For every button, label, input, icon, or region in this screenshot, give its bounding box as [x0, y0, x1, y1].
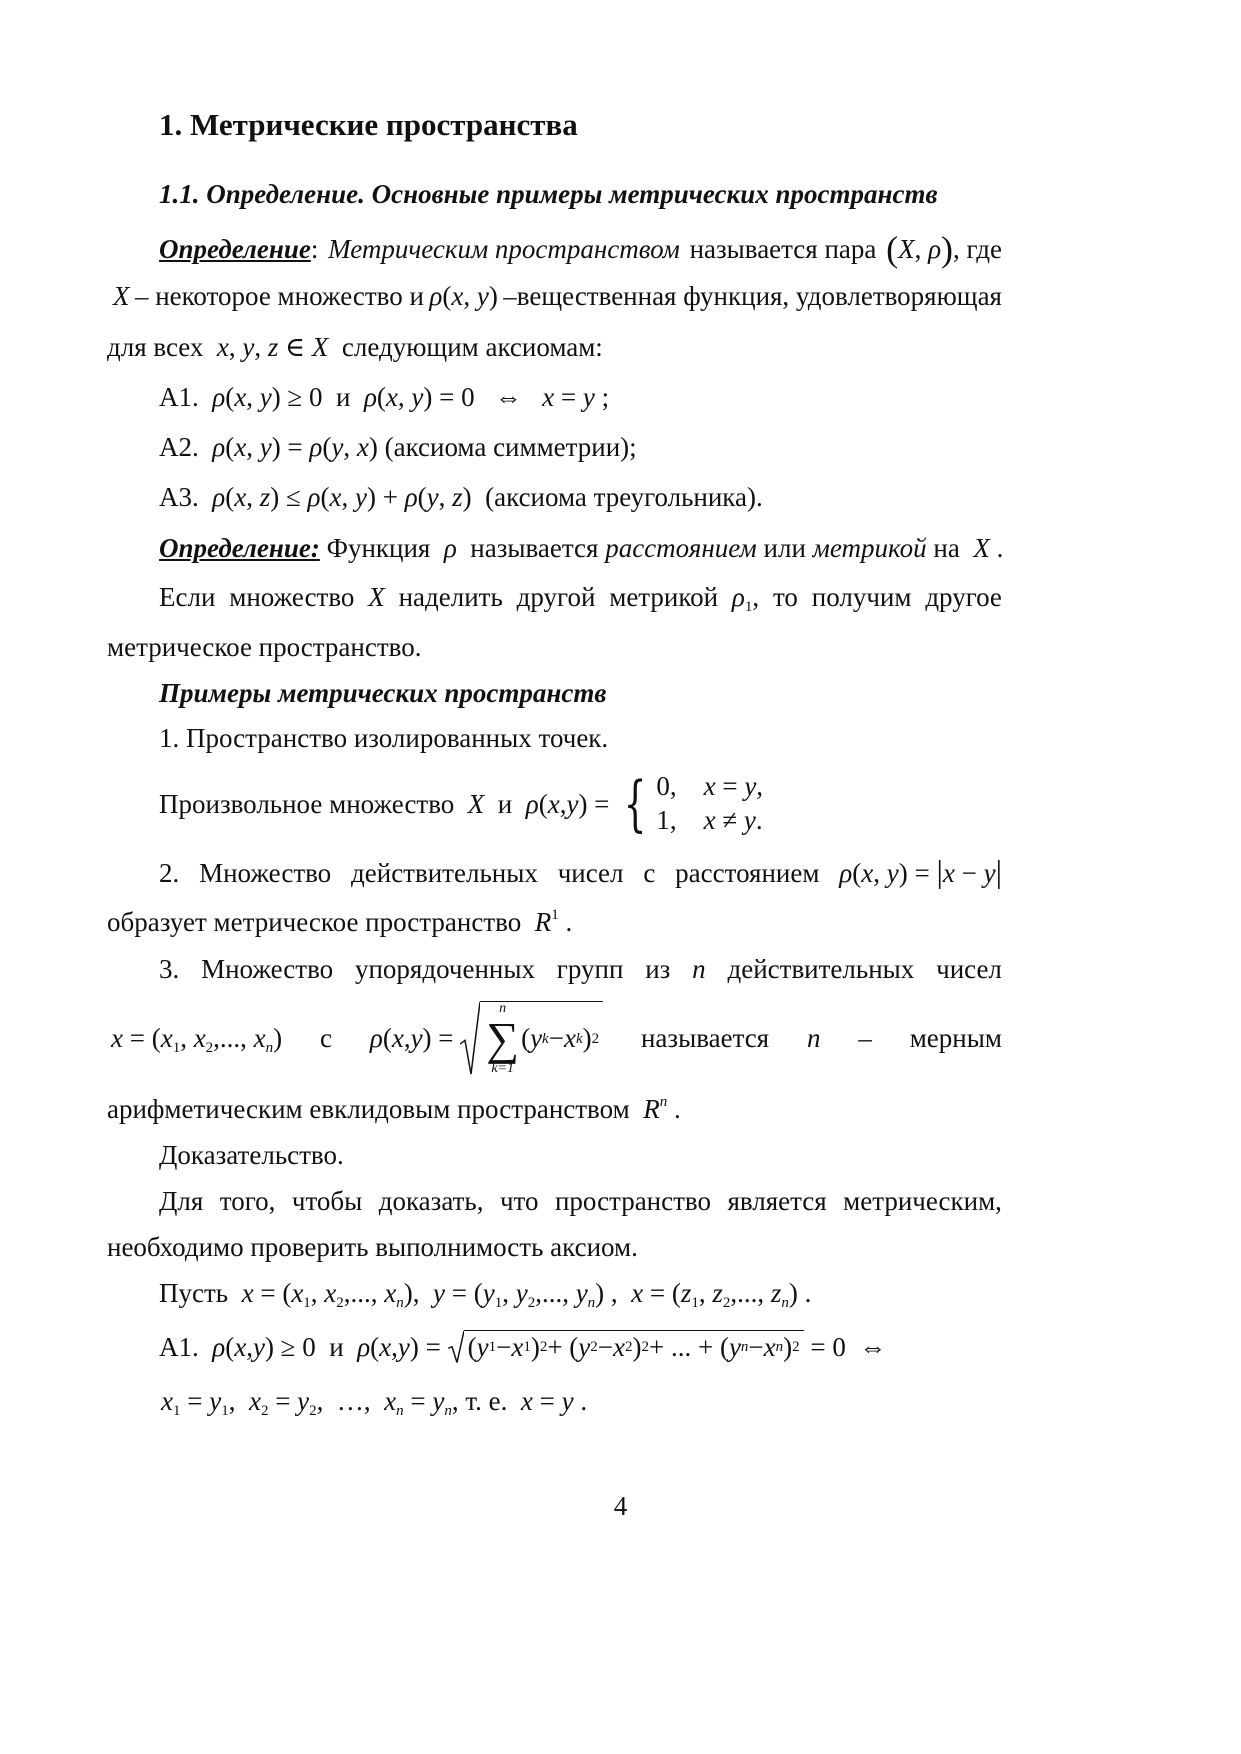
example-3-line-1: 3. Множество упорядоченных групп из n действительных чисел	[159, 954, 1002, 984]
proof-line-2: необходимо проверить выполнимость аксиом.	[107, 1232, 638, 1262]
definition-1-line-3: для всех x, y, z ∈ X следующим аксиомам:	[107, 332, 603, 362]
proof-line-1: Для того, чтобы доказать, что пространство является метрическим,	[159, 1186, 1002, 1216]
euclidean-metric-formula: ρ ( x , y ) = n ∑ k=1 ( y k − x k ) 2	[370, 1001, 603, 1076]
definition-1-line-2: X – некоторое множество и ρ(x, y) –вещественная функция, удовлетворяющая	[113, 281, 1002, 311]
example-2-line-2: образует метрическое пространство $R^1$ .	[107, 907, 573, 937]
definition-2: Определение: Функция ρ называется расстоянием или метрикой на X .	[159, 533, 1004, 563]
definition-label: Определение	[159, 234, 311, 264]
proof-label: Доказательство.	[159, 1140, 344, 1170]
rho-xy-formula: ρ(x, y)	[429, 281, 498, 311]
example-1-title: 1. Пространство изолированных точек.	[159, 723, 609, 753]
examples-heading: Примеры метрических пространств	[159, 678, 607, 708]
axiom-a1: А1. ρ(x, y) ≥ 0 и ρ(x, y) = 0 ⇔ x = y ;	[159, 382, 610, 412]
example-3-line-3: арифметическим евклидовым пространством $R^n$ .	[107, 1094, 681, 1124]
page-title: 1. Метрические пространства	[159, 107, 578, 142]
definition-term: Метрическим пространством	[328, 234, 680, 264]
example-2-line-1: 2. Множество действительных чисел с расстоянием ρ(x, y) = |x − y|	[159, 853, 1002, 889]
definition-1-line-1: Определение: Метрическим пространством называется пара (X, ρ), где	[159, 228, 1002, 271]
proof-a1: А1. ρ ( x , y ) ≥ 0 и ρ ( x , y ) = ( y 1 − x 1 ) 2 + ( y 2 − x 2 ) 2 + ... + ( y n − x n ) 2 = 0 ⇔	[159, 1331, 887, 1362]
proof-a1-conclusion: $x_1 = y_1$, $x_2 = y_2$, …, $x_n = y_n$, т. е. x = y .	[161, 1386, 588, 1419]
page-number: 4	[613, 1491, 628, 1521]
axiom-a3: А3. ρ(x, z) ≤ ρ(x, y) + ρ(y, z) (аксиома треугольника).	[159, 482, 763, 512]
paragraph-other-metric-line-2: метрическое пространство.	[107, 632, 422, 662]
axiom-a2: А2. ρ(x, y) = ρ(y, x) (аксиома симметрии);	[159, 432, 637, 462]
section-subheading: 1.1. Определение. Основные примеры метрических пространств	[159, 179, 938, 209]
paragraph-other-metric-line-1: Если множество X наделить другой метрикой $\rho_1$, то получим другое	[159, 582, 1002, 615]
example-1-formula: Произвольное множество X и ρ ( x , y ) = { 0, x = y, 1, x ≠ y.	[159, 768, 764, 839]
proof-let: Пусть $x = (x_1$, $x_2$,..., $x_n$), $y = (y_1$, $y_2$,..., $y_n$) , $x = (z_1$, $z_2$,..., $z_n$) .	[159, 1278, 812, 1311]
pair-formula: (X, ρ), где	[886, 229, 1002, 269]
example-3-line-2: $x = (x_1$, $x_2$,..., $x_n$) с ρ ( x , y ) = n ∑ k=1 ( y k − x k ) 2 называется n – мерным	[111, 1000, 1002, 1076]
